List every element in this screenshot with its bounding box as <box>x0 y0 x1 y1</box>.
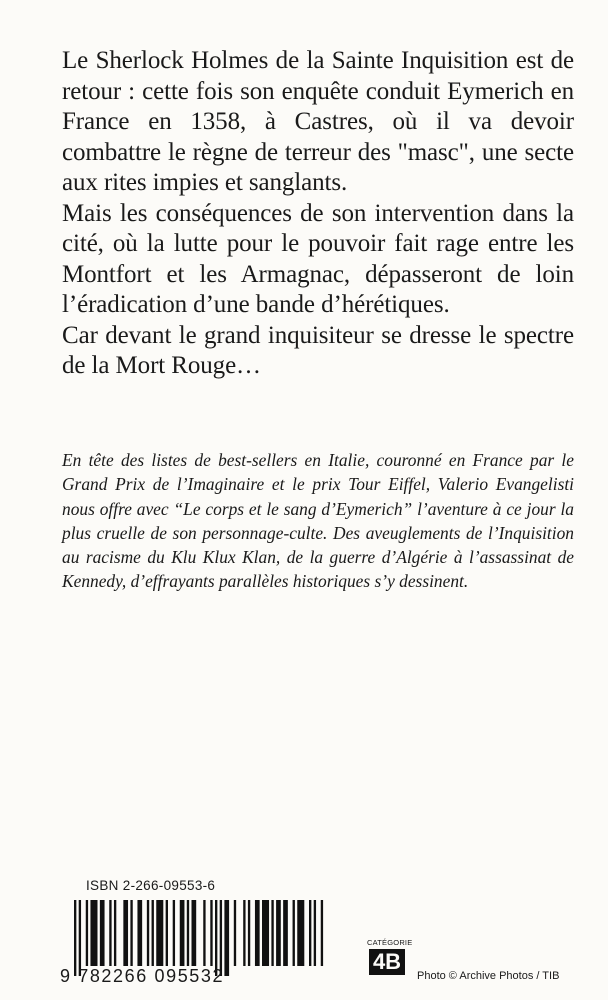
synopsis-paragraph-1: Le Sherlock Holmes de la Sainte Inquisition est de retour : cette fois son enquête conduit Eymerich en France en 1358, à Castres, où il va devoir combattre le règne de terreur des "masc", une secte aux rites impies et sanglants. <box>62 47 574 196</box>
barcode-bar <box>173 900 175 966</box>
barcode-bar <box>114 900 116 966</box>
barcode-bar <box>276 900 281 966</box>
barcode-bar <box>147 900 149 966</box>
barcode-bar <box>180 900 185 966</box>
barcode-bar <box>243 900 245 966</box>
barcode-bar <box>283 900 288 966</box>
barcode-bar <box>86 900 88 966</box>
synopsis-paragraph-3: Car devant le grand inquisiteur se dresse le spectre de la Mort Rouge… <box>62 321 574 379</box>
barcode-bar <box>79 900 81 976</box>
barcode-bar <box>137 900 142 966</box>
review-text: En tête des listes de best-sellers en Italie, couronné en France par le Grand Prix de l’Imaginaire et le prix Tour Eiffel, Valerio Evangelisti nous offre avec “Le corps et le sang d’Eymerich” l’aventure à ce jour la plus cruelle de son personnage-culte. Des aveuglements de l’Inquisition au racisme du Klu Klux Klan, de la guerre d’Algérie à l’assassinat de Kennedy, d’effrayants parallèles historiques s’y dessinent. <box>62 450 574 592</box>
barcode-bar <box>297 900 304 966</box>
barcode-bar <box>321 900 323 966</box>
photo-credit: Photo © Archive Photos / TIB <box>417 970 560 982</box>
barcode-digits: 9 782266 095532 <box>60 966 225 986</box>
barcode-bar <box>130 900 132 966</box>
barcode-bar <box>152 900 154 966</box>
barcode-bar <box>220 900 222 976</box>
barcode-bar <box>100 900 105 966</box>
barcode-bar <box>234 900 236 966</box>
barcode-bar <box>109 900 111 966</box>
category-label: CATÉGORIE <box>367 938 413 947</box>
category-code: 4B <box>369 949 405 975</box>
barcode <box>60 900 342 992</box>
barcode-bar <box>187 900 189 966</box>
barcode-bar <box>309 900 311 966</box>
category-badge <box>367 938 413 975</box>
isbn: ISBN 2-266-09553-6 <box>86 878 216 893</box>
barcode-bar <box>215 900 217 976</box>
barcode-bar <box>156 900 163 966</box>
barcode-bar <box>248 900 250 966</box>
barcode-bar <box>293 900 295 966</box>
barcode-bar <box>271 900 273 966</box>
barcode-bar <box>203 900 205 966</box>
synopsis <box>62 46 574 382</box>
barcode-bar <box>255 900 260 966</box>
barcode-bar <box>166 900 168 966</box>
barcode-bar <box>192 900 197 966</box>
barcode-bar <box>74 900 76 976</box>
synopsis-paragraph-2: Mais les conséquences de son intervention dans la cité, où la lutte pour le pouvoir fait rage entre les Montfort et les Armagnac, dépasseront de loin l’éradication d’une bande d’hérétiques. <box>62 199 574 318</box>
barcode-bar <box>90 900 97 966</box>
barcode-bar <box>314 900 316 966</box>
barcode-bar <box>210 900 212 966</box>
barcode-bar <box>123 900 128 966</box>
barcode-bar <box>224 900 229 976</box>
review-block <box>62 448 574 594</box>
barcode-bar <box>262 900 269 966</box>
